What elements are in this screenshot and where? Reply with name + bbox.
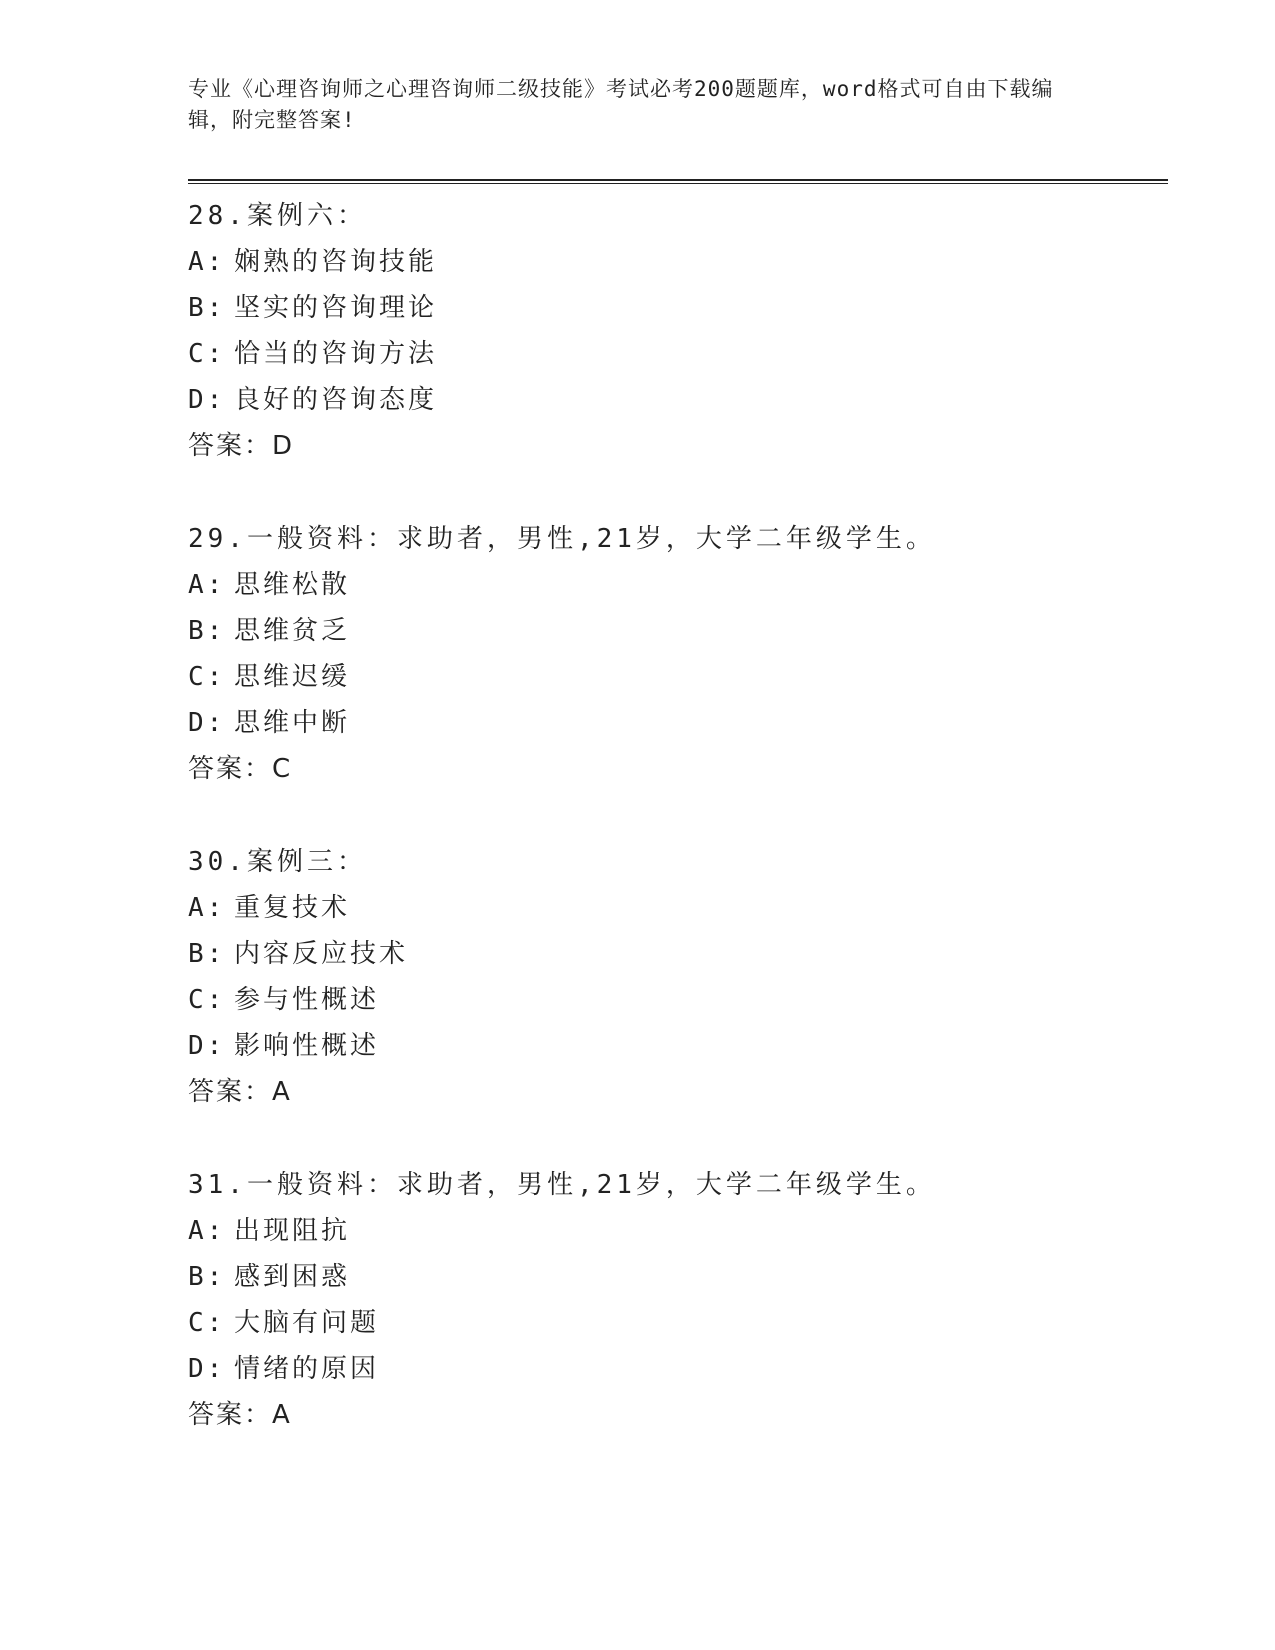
option-d	[188, 1023, 1148, 1069]
option-d	[188, 1346, 1148, 1392]
option-text: 坚实的咨询理论	[234, 293, 438, 323]
answer-line: 答案：A	[188, 1400, 292, 1430]
question-stem: 28.案例六：	[188, 201, 367, 231]
header-divider-thick	[188, 179, 1168, 181]
option-letter: D:	[188, 1354, 226, 1384]
option-letter: A:	[188, 1216, 226, 1246]
header-divider-thin	[188, 183, 1168, 184]
answer-line: 答案：A	[188, 1077, 292, 1107]
answer-line: 答案：D	[188, 431, 295, 461]
option-letter: B:	[188, 616, 226, 646]
question-29	[188, 516, 1148, 792]
option-c	[188, 1300, 1148, 1346]
option-a	[188, 1208, 1148, 1254]
option-letter: B:	[188, 293, 226, 323]
option-b	[188, 931, 1148, 977]
option-letter: B:	[188, 1262, 226, 1292]
option-letter: C:	[188, 339, 226, 369]
option-a	[188, 885, 1148, 931]
question-28	[188, 193, 1148, 469]
question-stem: 31.一般资料：求助者，男性,21岁，大学二年级学生。	[188, 1170, 936, 1200]
option-d	[188, 700, 1148, 746]
option-letter: A:	[188, 247, 226, 277]
option-letter: D:	[188, 1031, 226, 1061]
question-list	[188, 193, 1148, 1438]
option-d	[188, 377, 1148, 423]
option-c	[188, 331, 1148, 377]
question-30	[188, 839, 1148, 1115]
option-text: 重复技术	[234, 893, 351, 923]
option-text: 思维中断	[234, 708, 351, 738]
option-text: 思维迟缓	[234, 662, 351, 692]
question-stem: 30.案例三：	[188, 847, 367, 877]
option-text: 出现阻抗	[234, 1216, 351, 1246]
option-letter: C:	[188, 985, 226, 1015]
option-text: 娴熟的咨询技能	[234, 247, 438, 277]
option-text: 参与性概述	[234, 985, 380, 1015]
option-letter: B:	[188, 939, 226, 969]
option-b	[188, 1254, 1148, 1300]
option-c	[188, 977, 1148, 1023]
answer-line: 答案：C	[188, 754, 293, 784]
option-letter: C:	[188, 1308, 226, 1338]
option-text: 恰当的咨询方法	[234, 339, 438, 369]
option-b	[188, 608, 1148, 654]
option-text: 大脑有问题	[234, 1308, 380, 1338]
option-letter: C:	[188, 662, 226, 692]
option-c	[188, 654, 1148, 700]
option-letter: D:	[188, 385, 226, 415]
option-text: 影响性概述	[234, 1031, 380, 1061]
option-b	[188, 285, 1148, 331]
option-text: 内容反应技术	[234, 939, 409, 969]
option-a	[188, 562, 1148, 608]
option-text: 情绪的原因	[234, 1354, 380, 1384]
option-letter: A:	[188, 893, 226, 923]
option-text: 感到困惑	[234, 1262, 351, 1292]
option-letter: A:	[188, 570, 226, 600]
option-a	[188, 239, 1148, 285]
question-stem: 29.一般资料：求助者，男性,21岁，大学二年级学生。	[188, 524, 936, 554]
question-31	[188, 1162, 1148, 1438]
option-text: 思维贫乏	[234, 616, 351, 646]
document-header: 专业《心理咨询师之心理咨询师二级技能》考试必考200题题库，word格式可自由下载编辑，附完整答案!	[188, 77, 1054, 132]
option-text: 良好的咨询态度	[234, 385, 438, 415]
option-letter: D:	[188, 708, 226, 738]
option-text: 思维松散	[234, 570, 351, 600]
